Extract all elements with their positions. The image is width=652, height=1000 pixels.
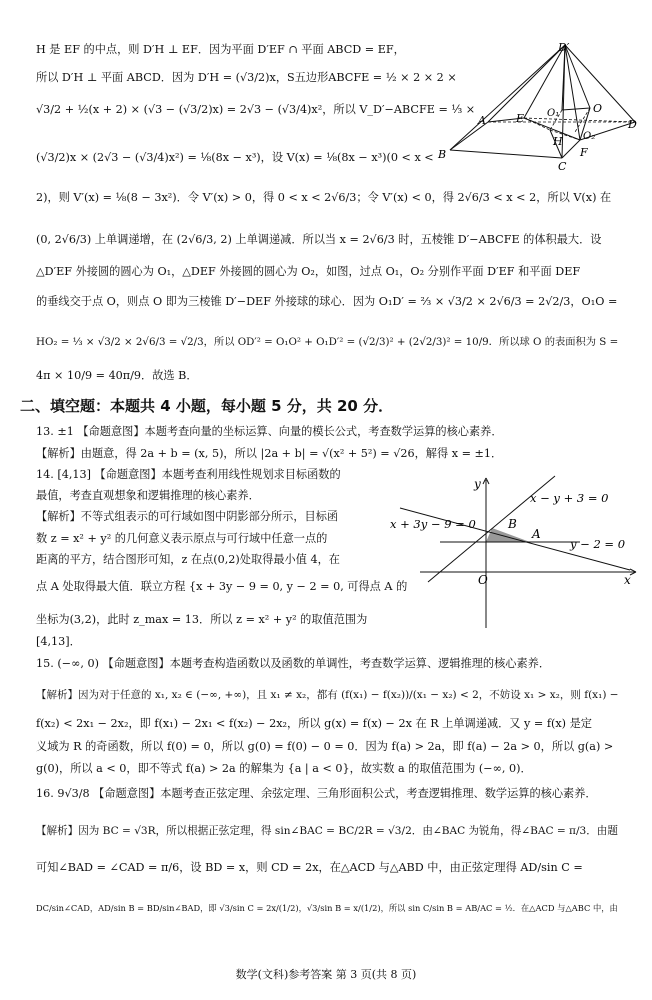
line-label: x − y + 3 = 0 (530, 491, 609, 505)
answer-line: 义域为 R 的奇函数，所以 f(0) = 0，所以 g(0) = f(0) − 0 = 0．因为 f(a) > 2a，即 f(a) − 2a > 0，所以 g(a) > (36, 740, 614, 753)
line-label: y − 2 = 0 (570, 537, 626, 551)
axis-label: y (474, 477, 481, 491)
point-label: B (508, 517, 517, 531)
page-footer: 数学(文科)参考答案 第 3 页(共 8 页) (235, 968, 417, 981)
answer-line: 距离的平方，结合图形可知，z 在点(0,2)处取得最小值 4，在 (36, 553, 340, 566)
answer-line: 【解析】不等式组表示的可行域如图中阴影部分所示，目标函 (36, 510, 339, 523)
feasible-region-figure (380, 470, 642, 635)
text-line: (0, 2√6/3) 上单调递增，在 (2√6/3, 2) 上单调递减．所以当 x = 2√6/3 时，五棱锥 D′−ABCFE 的体积最大．设 (36, 233, 602, 246)
answer-line: 【解析】由题意，得 2a + b = (x, 5)，所以 |2a + b| = √(x² + 5²) = √26，解得 x = ±1． (36, 447, 503, 460)
vertex-label: D (628, 118, 637, 131)
answer-line: 14. [4,13] 【命题意图】本题考查利用线性规划求目标函数的 (36, 468, 341, 481)
vertex-label: D′ (558, 41, 570, 54)
vertex-label: C (558, 160, 567, 173)
line-label: x + 3y − 9 = 0 (390, 517, 476, 531)
point-label: A (532, 527, 541, 541)
text-line: (√3/2)x × (2√3 − (√3/4)x²) = ⅛(8x − x³)，设 V(x) = ⅛(8x − x³)(0 < x < (36, 151, 434, 164)
answer-line: 【解析】因为对于任意的 x₁, x₂ ∈ (−∞, +∞)，且 x₁ ≠ x₂，都有 (f(x₁) − f(x₂))/(x₁ − x₂) < 2，不妨设 x₁ > x₂，则 f(x₁) − (36, 689, 619, 701)
text-line: 4π × 10/9 = 40π/9．故选 B． (36, 369, 198, 382)
pyramid-figure (430, 40, 642, 175)
vertex-label: O₁ (547, 108, 560, 119)
vertex-label: O (593, 102, 603, 115)
answer-line: 【解析】因为 BC = √3R，所以根据正弦定理，得 sin∠BAC = BC/2R = √3/2．由∠BAC 为锐角，得∠BAC = π/3．由题 (36, 825, 618, 837)
text-line: √3/2 + ½(x + 2) × (√3 − (√3/2)x) = 2√3 − (√3/4)x²，所以 V_D′−ABCFE = ⅓ × (36, 103, 476, 116)
answer-line: 16. 9√3/8 【命题意图】本题考查正弦定理、余弦定理、三角形面积公式，考查逻辑推理、数学运算的核心素养． (36, 787, 597, 800)
vertex-label: B (438, 148, 447, 161)
answer-line: 点 A 处取得最大值．联立方程 {x + 3y − 9 = 0, y − 2 = 0, 可得点 A 的 (36, 580, 408, 593)
vertex-label: A (478, 114, 486, 127)
answer-line: g(0)，所以 a < 0，即不等式 f(a) > 2a 的解集为 {a | a < 0}，故实数 a 的取值范围为 (−∞, 0)． (36, 762, 532, 775)
answer-line: f(x₂) < 2x₁ − 2x₂，即 f(x₁) − 2x₁ < f(x₂) − 2x₂，所以 g(x) = f(x) − 2x 在 R 上单调递减．又 y = f(x) 是定 (36, 717, 592, 730)
answer-line: 坐标为(3,2)，此时 z_max = 13．所以 z = x² + y² 的取值范围为 (36, 613, 368, 626)
axis-label: x (624, 573, 631, 587)
answer-line: 最值，考查直观想象和逻辑推理的核心素养． (36, 489, 260, 502)
vertex-label: O₂ (583, 131, 596, 142)
answer-line: 15. (−∞, 0) 【命题意图】本题考查构造函数以及函数的单调性，考查数学运算、逻辑推理的核心素养． (36, 657, 551, 670)
text-line: △D′EF 外接圆的圆心为 O₁，△DEF 外接圆的圆心为 O₂，如图，过点 O₁，O₂ 分别作平面 D′EF 和平面 DEF (36, 265, 581, 278)
answer-line: 数 z = x² + y² 的几何意义表示原点与可行域中任意一点的 (36, 532, 328, 545)
answer-line: 可知∠BAD = ∠CAD = π/6，设 BD = x，则 CD = 2x，在△ACD 与△ABD 中，由正弦定理得 AD/sin C = (36, 861, 583, 874)
text-line: HO₂ = ⅓ × √3/2 × 2√6/3 = √2/3，所以 OD′² = O₁O² + O₁D′² = (√2/3)² + (2√2/3)² = 10/9．所以球 O 的表面积为 S = (36, 336, 619, 348)
text-line: 的垂线交于点 O，则点 O 即为三棱锥 D′−DEF 外接球的球心．因为 O₁D′ = ⅔ × √3/2 × 2√6/3 = 2√2/3，O₁O = (36, 295, 618, 308)
text-line: H 是 EF 的中点，则 D′H ⊥ EF．因为平面 D′EF ∩ 平面 ABCD = EF， (36, 43, 405, 56)
answer-line: [4,13]． (36, 635, 81, 648)
section-heading: 二、填空题：本题共 4 小题，每小题 5 分，共 20 分． (20, 397, 394, 415)
vertex-label: F (580, 146, 588, 159)
answer-line: 13. ±1 【命题意图】本题考查向量的坐标运算、向量的模长公式，考查数学运算的核心素养． (36, 425, 503, 438)
text-line: 2)，则 V′(x) = ⅛(8 − 3x²)．令 V′(x) > 0，得 0 < x < 2√6/3；令 V′(x) < 0，得 2√6/3 < x < 2，所以 V(x) 在 (36, 191, 612, 204)
answer-line: DC/sin∠CAD，AD/sin B = BD/sin∠BAD，即 √3/sin C = 2x/(1/2)，√3/sin B = x/(1/2)，所以 sin C/sin B = AB/AC = ½．在△ACD 与△ABC 中，由 (36, 903, 618, 913)
vertex-label: H (553, 135, 563, 148)
vertex-label: E (516, 112, 525, 125)
text-line: 所以 D′H ⊥ 平面 ABCD．因为 D′H = (√3/2)x，S五边形ABCFE = ½ × 2 × 2 × (36, 71, 457, 84)
origin-label: O (478, 573, 488, 587)
